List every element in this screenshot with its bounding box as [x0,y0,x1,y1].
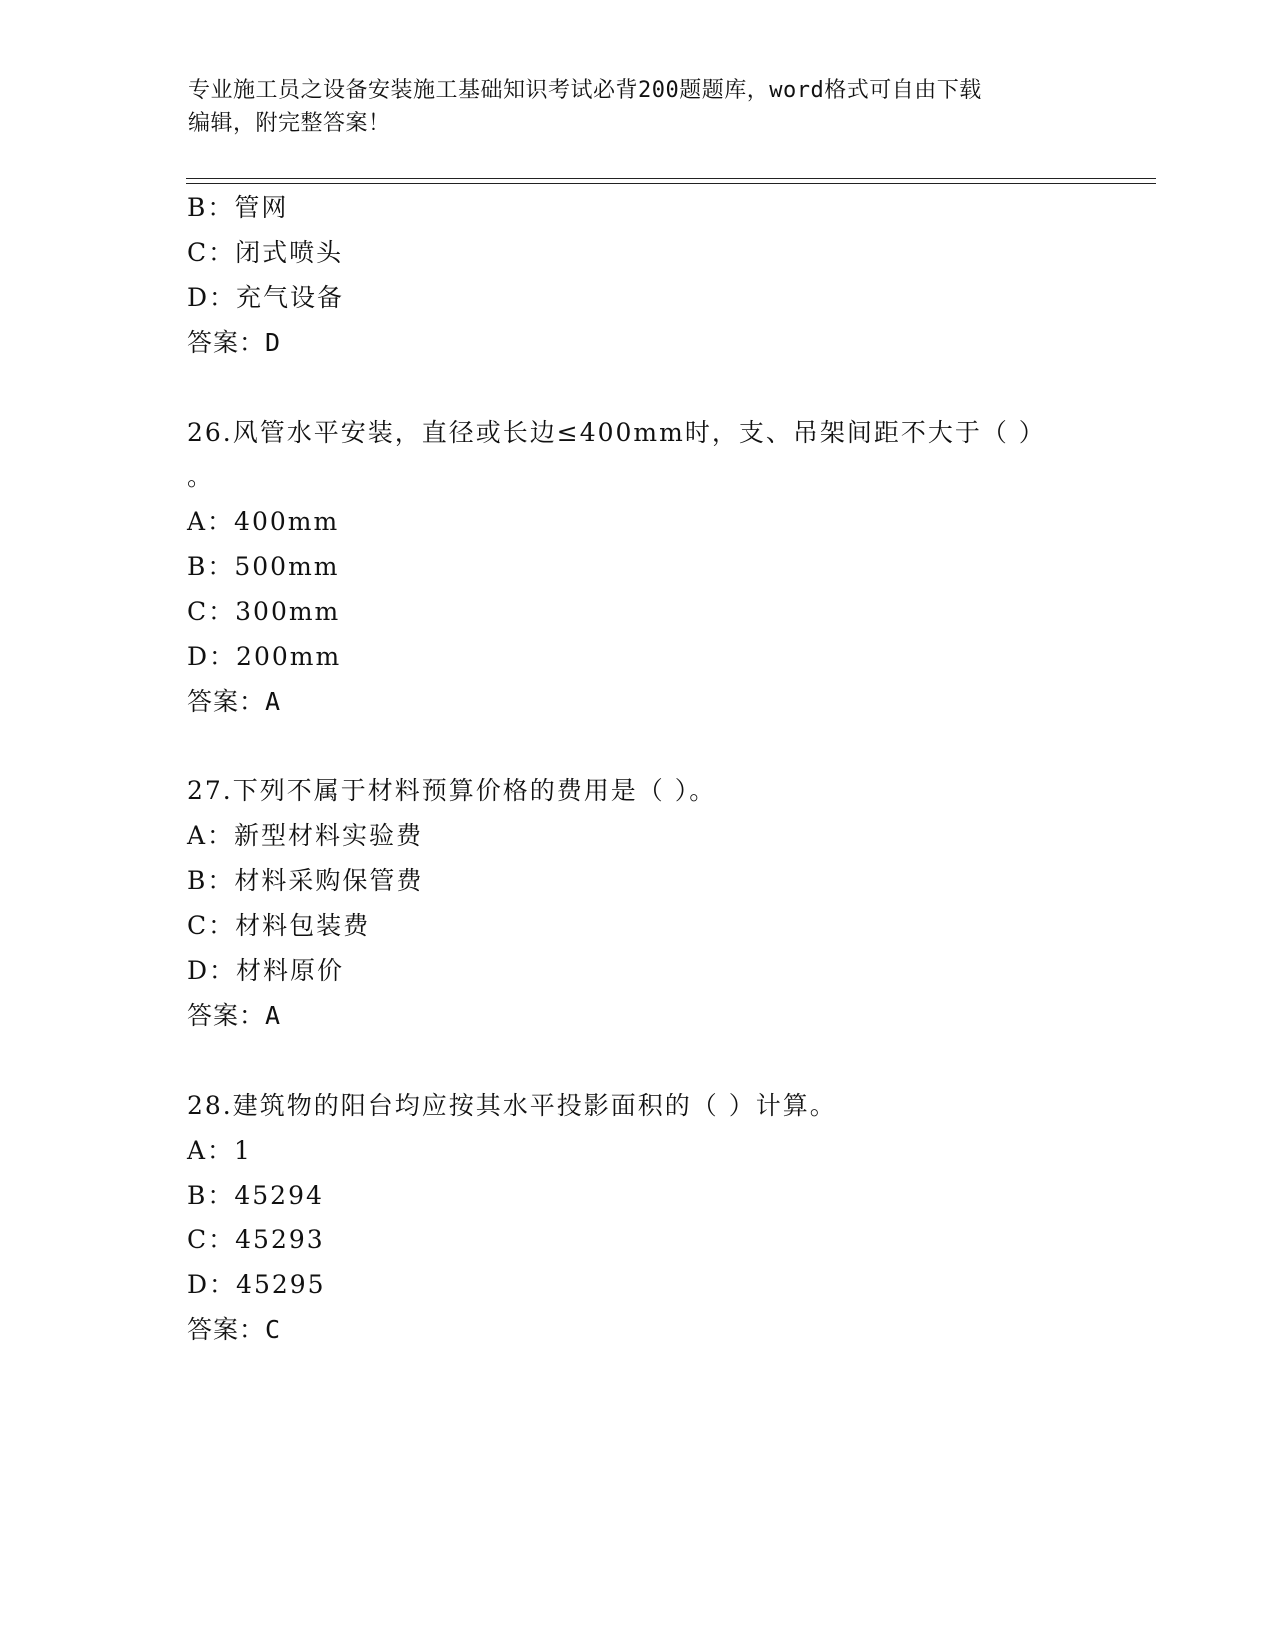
question-28-option-a: A：1 [187,1136,252,1165]
prev-answer: 答案：D [187,328,282,357]
question-26-option-c: C：300mm [187,597,341,626]
header-title-line-1: 专业施工员之设备安装施工基础知识考试必背200题题库，word格式可自由下载 [188,78,982,103]
question-27-option-d: D：材料原价 [187,956,345,985]
question-27-option-b: B：材料采购保管费 [187,866,424,895]
question-27-answer: 答案：A [187,1001,282,1030]
question-28-option-d: D：45295 [187,1270,326,1299]
question-27-option-a: A：新型材料实验费 [187,821,424,850]
prev-option-d: D：充气设备 [187,283,345,312]
question-28-stem: 28.建筑物的阳台均应按其水平投影面积的（ ）计算。 [187,1091,837,1120]
header-divider-top [186,178,1156,179]
question-27-option-c: C：材料包装费 [187,911,371,940]
question-27-stem: 27.下列不属于材料预算价格的费用是（ ）。 [187,776,717,805]
header-title-line-2: 编辑，附完整答案！ [188,111,391,136]
question-26-option-d: D：200mm [187,642,342,671]
document-header [188,74,1088,140]
question-26-option-a: A：400mm [187,507,340,536]
question-26-option-b: B：500mm [187,552,340,581]
header-divider-bottom [186,183,1156,184]
question-26-stem: 26.风管水平安装，直径或长边≤400mm时，支、吊架间距不大于（ ） [187,418,1046,447]
question-26-answer: 答案：A [187,687,282,716]
question-28-option-c: C：45293 [187,1225,325,1254]
prev-option-c: C：闭式喷头 [187,238,344,267]
prev-option-b: B：管网 [187,193,289,222]
question-28-option-b: B：45294 [187,1181,324,1210]
question-28-answer: 答案：C [187,1315,282,1344]
question-26-stem-continued: 。 [187,462,215,491]
